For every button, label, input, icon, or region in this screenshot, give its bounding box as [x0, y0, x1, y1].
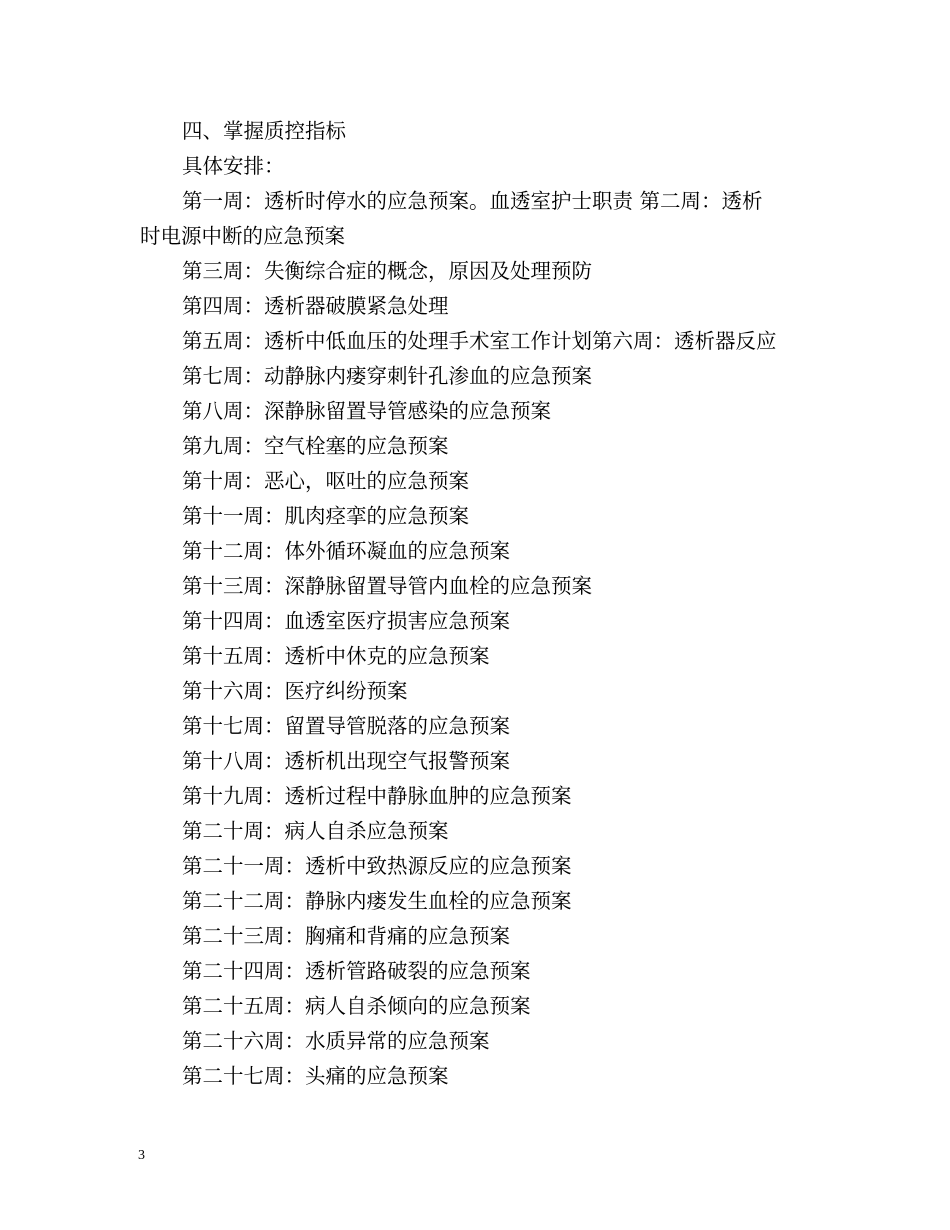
schedule-line	[140, 1094, 820, 1129]
schedule-line: 第二十一周：透析中致热源反应的应急预案	[182, 854, 572, 878]
schedule-line: 第十二周：体外循环凝血的应急预案	[182, 539, 510, 563]
schedule-line: 第四周：透析器破膜紧急处理	[182, 294, 449, 318]
schedule-line: 第十周：恶心，呕吐的应急预案	[182, 469, 469, 493]
schedule-line: 第二十六周：水质异常的应急预案	[182, 1029, 490, 1053]
schedule-line: 第十四周：血透室医疗损害应急预案	[182, 609, 510, 633]
schedule-line-continued: 时电源中断的应急预案	[140, 224, 345, 248]
schedule-line: 第九周：空气栓塞的应急预案	[182, 434, 449, 458]
schedule-line: 第二十周：病人自杀应急预案	[182, 819, 449, 843]
schedule-line: 第一周：透析时停水的应急预案。血透室护士职责 第二周：透析	[182, 189, 763, 213]
schedule-line: 第十七周：留置导管脱落的应急预案	[182, 714, 510, 738]
schedule-line: 第二十四周：透析管路破裂的应急预案	[182, 959, 531, 983]
schedule-line: 第十八周：透析机出现空气报警预案	[182, 749, 510, 773]
schedule-line: 第十六周：医疗纠纷预案	[182, 679, 408, 703]
schedule-line: 第八周：深静脉留置导管感染的应急预案	[182, 399, 551, 423]
schedule-line: 第二十五周：病人自杀倾向的应急预案	[182, 994, 531, 1018]
schedule-line: 第七周：动静脉内瘘穿刺针孔渗血的应急预案	[182, 364, 592, 388]
schedule-line: 第十三周：深静脉留置导管内血栓的应急预案	[182, 574, 592, 598]
schedule-line: 第十五周：透析中休克的应急预案	[182, 644, 490, 668]
schedule-line: 第十九周：透析过程中静脉血肿的应急预案	[182, 784, 572, 808]
schedule-line: 第十一周：肌肉痉挛的应急预案	[182, 504, 469, 528]
schedule-line: 第三周：失衡综合症的概念，原因及处理预防	[182, 259, 592, 283]
page-number: 3	[138, 1148, 145, 1163]
schedule-line: 第二十三周：胸痛和背痛的应急预案	[182, 924, 510, 948]
schedule-line: 第五周：透析中低血压的处理手术室工作计划第六周：透析器反应	[182, 329, 777, 353]
schedule-line: 第二十二周：静脉内瘘发生血栓的应急预案	[182, 889, 572, 913]
section-heading: 四、掌握质控指标	[182, 119, 346, 143]
schedule-intro: 具体安排：	[182, 154, 285, 178]
document-body	[140, 114, 820, 1129]
schedule-line: 第二十七周：头痛的应急预案	[182, 1064, 449, 1088]
